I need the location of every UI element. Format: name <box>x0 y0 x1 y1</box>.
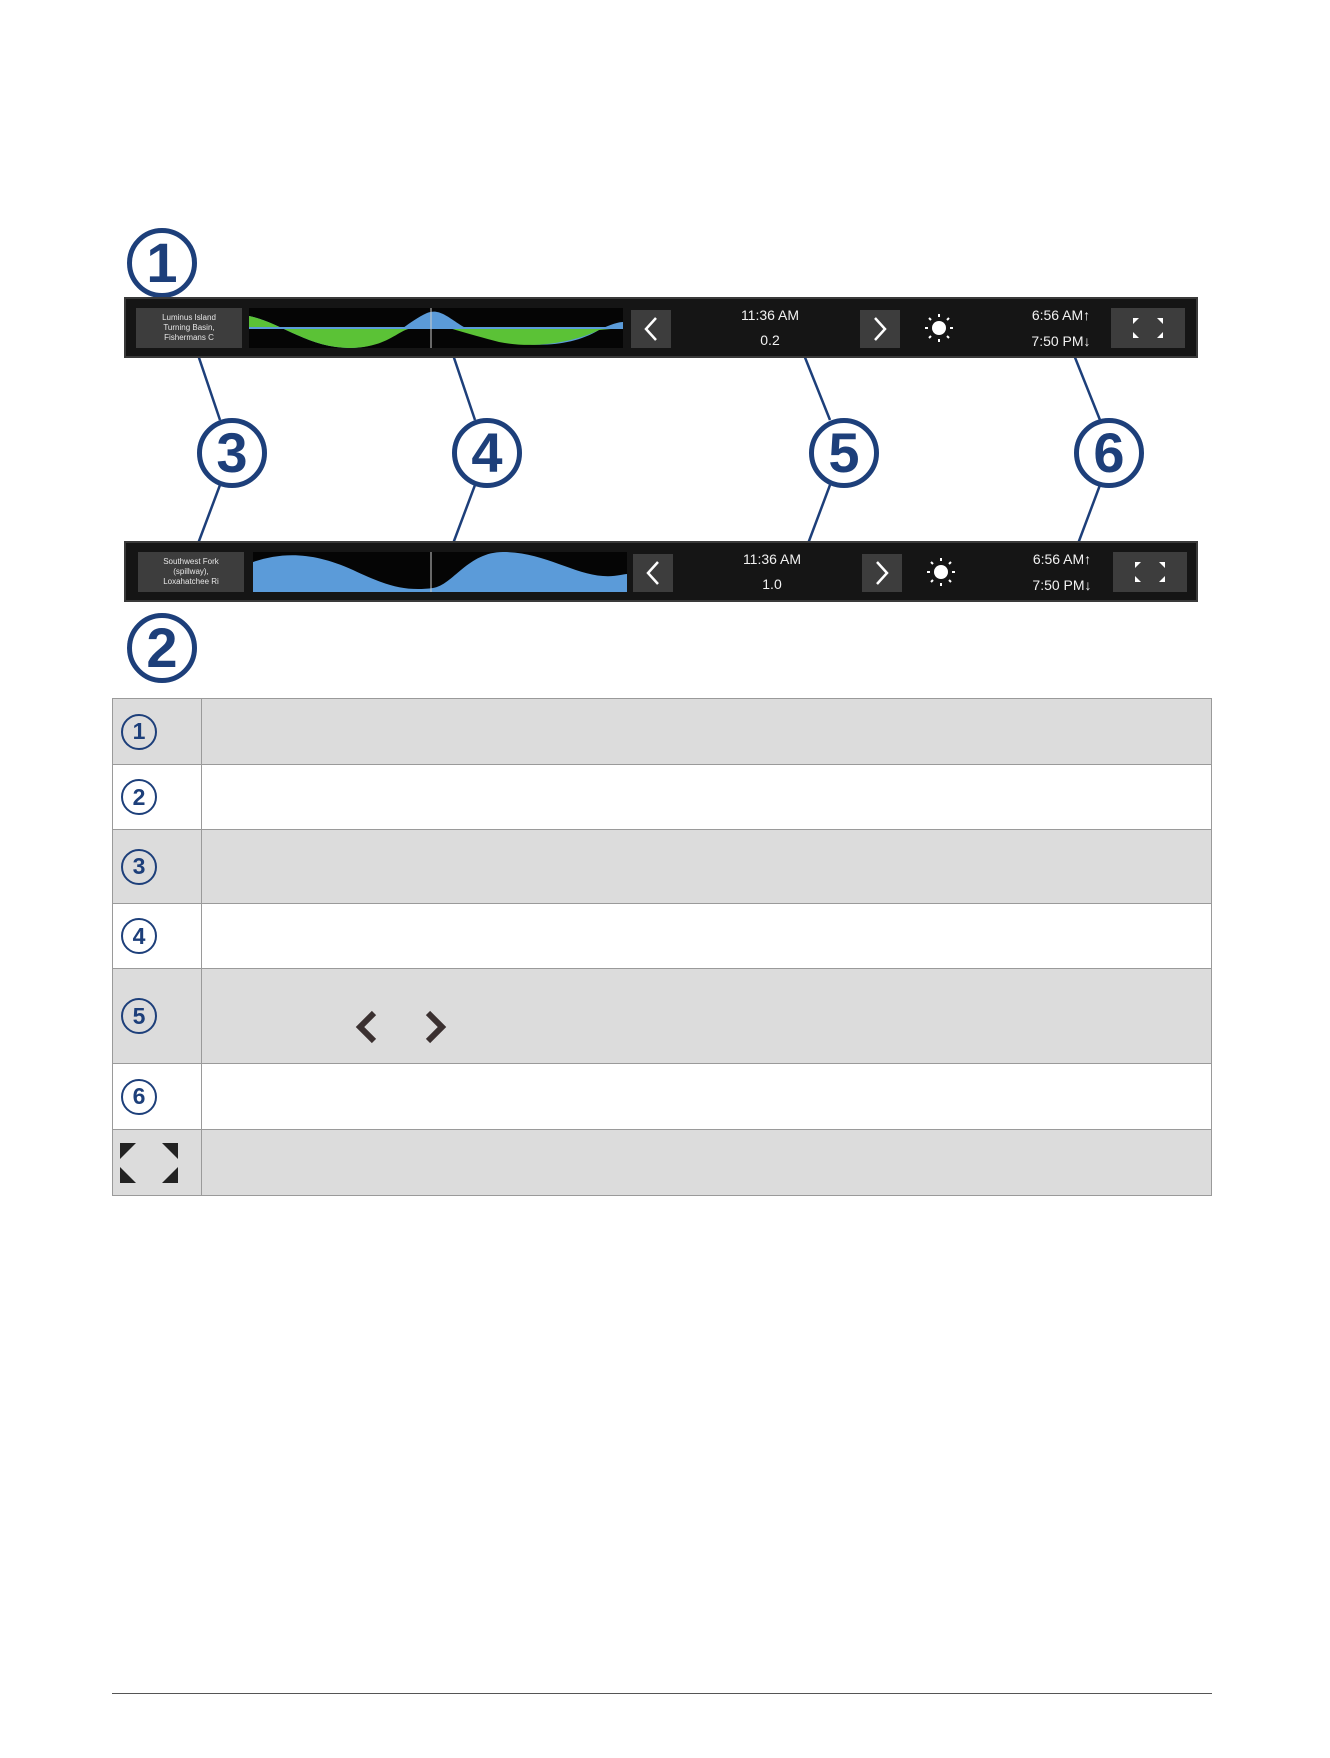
previous-button[interactable] <box>633 554 673 592</box>
legend-row-5 <box>113 969 1212 1064</box>
callout-2-small: 2 <box>121 779 157 815</box>
expand-icon <box>1133 318 1163 338</box>
expand-button[interactable] <box>1111 308 1185 348</box>
current-time: 11:36 AM <box>742 551 802 567</box>
callout-1-small: 1 <box>121 714 157 750</box>
legend-description <box>202 904 1212 969</box>
tide-value: 0.2 <box>760 332 780 348</box>
legend-description <box>202 1064 1212 1130</box>
station-line: Turning Basin, <box>163 323 215 332</box>
station-name-2[interactable] <box>138 552 244 592</box>
expand-icon <box>1135 562 1165 582</box>
tide-value: 1.0 <box>762 576 782 592</box>
callout-5: 5 <box>809 418 879 488</box>
expand-button[interactable] <box>1113 552 1187 592</box>
station-line: Loxahatchee Ri <box>163 577 219 586</box>
callout-6: 6 <box>1074 418 1144 488</box>
legend-description <box>202 1130 1212 1196</box>
previous-button[interactable] <box>631 310 671 348</box>
chevron-left-icon <box>644 560 662 586</box>
legend-row-6 <box>113 1064 1212 1130</box>
tide-graph-2[interactable] <box>253 552 627 592</box>
legend-description <box>202 765 1212 830</box>
station-line: Luminus Island <box>162 313 216 322</box>
tide-bar-1 <box>124 297 1198 358</box>
callout-3-small: 3 <box>121 849 157 885</box>
sunrise-time: 6:56 AM↑ <box>1032 551 1092 567</box>
tide-curve-1 <box>249 308 623 348</box>
tide-curve-2 <box>253 552 627 592</box>
chevron-right-icon <box>873 560 891 586</box>
tide-graph-1[interactable] <box>249 308 623 348</box>
next-button[interactable] <box>862 554 902 592</box>
legend-table <box>112 698 1212 1196</box>
next-button[interactable] <box>860 310 900 348</box>
expand-icon <box>120 1143 178 1183</box>
nav-arrows-illustration <box>352 1007 462 1047</box>
chevron-right-icon <box>871 316 889 342</box>
sunrise-time: 6:56 AM↑ <box>1031 307 1091 323</box>
footer-rule <box>112 1693 1212 1694</box>
legend-row-2 <box>113 765 1212 830</box>
callout-5-small: 5 <box>121 998 157 1034</box>
current-time: 11:36 AM <box>740 307 800 323</box>
sun-icon <box>924 313 954 343</box>
legend-row-expand <box>113 1130 1212 1196</box>
station-line: Southwest Fork <box>163 557 219 566</box>
callout-4-small: 4 <box>121 918 157 954</box>
callout-3: 3 <box>197 418 267 488</box>
legend-description <box>202 699 1212 765</box>
sunset-time: 7:50 PM↓ <box>1031 333 1091 349</box>
callout-4: 4 <box>452 418 522 488</box>
station-line: (spillway), <box>173 567 209 576</box>
legend-row-4 <box>113 904 1212 969</box>
legend-description <box>202 830 1212 904</box>
legend-description <box>202 969 1212 1064</box>
sunset-time: 7:50 PM↓ <box>1032 577 1092 593</box>
tide-bar-2 <box>124 541 1198 602</box>
sun-icon <box>926 557 956 587</box>
station-line: Fishermans C <box>164 333 214 342</box>
callout-1: 1 <box>127 228 197 298</box>
station-name-1[interactable] <box>136 308 242 348</box>
chevron-left-icon <box>642 316 660 342</box>
legend-row-1 <box>113 699 1212 765</box>
callout-6-small: 6 <box>121 1079 157 1115</box>
legend-row-3 <box>113 830 1212 904</box>
callout-2: 2 <box>127 613 197 683</box>
